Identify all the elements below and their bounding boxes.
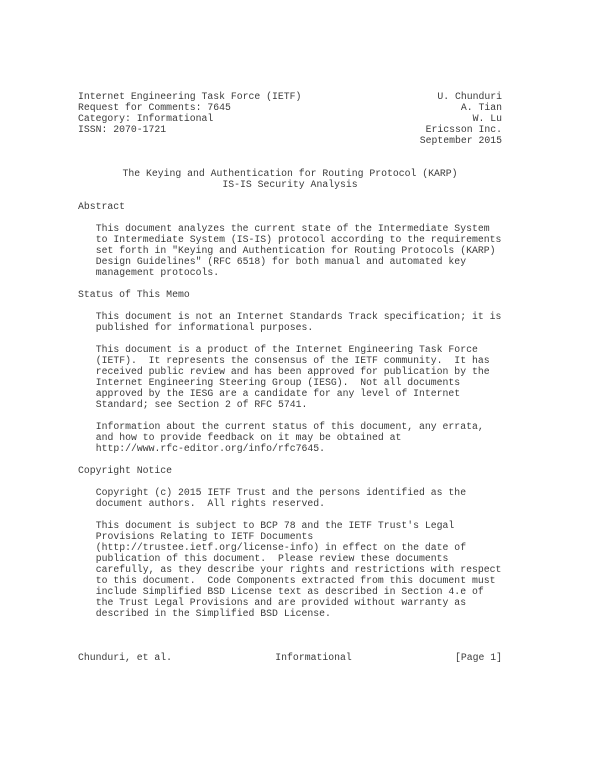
copyright-paragraph-1 bbox=[78, 487, 502, 509]
header-right: September 2015 bbox=[419, 135, 502, 146]
text-line: approved by the IESG are a candidate for any level of Internet bbox=[95, 388, 461, 399]
text-line: Internet Engineering Steering Group (IESG). Not all documents bbox=[95, 377, 461, 388]
text-line: include Simplified BSD License text as described in Section 4.e of bbox=[95, 586, 484, 597]
text-line: This document is not an Internet Standards Track specification; it is bbox=[95, 311, 502, 322]
document-title-line-2 bbox=[78, 179, 502, 190]
header-right: W. Lu bbox=[472, 113, 502, 124]
header-line bbox=[78, 113, 502, 124]
text-line: publication of this document. Please review these documents bbox=[95, 553, 449, 564]
document-subtitle: IS-IS Security Analysis bbox=[222, 179, 358, 190]
header-left: ISSN: 2070-1721 bbox=[78, 124, 167, 135]
header-right: A. Tian bbox=[460, 102, 502, 113]
text-line: Provisions Relating to IETF Documents bbox=[95, 531, 314, 542]
header-line bbox=[78, 124, 502, 135]
text-line: This document is a product of the Internet Engineering Task Force bbox=[95, 344, 478, 355]
text-line: carefully, as they describe your rights and restrictions with respect bbox=[95, 564, 502, 575]
footer-authors: Chunduri, et al. bbox=[78, 652, 173, 663]
header-line bbox=[78, 91, 502, 102]
text-line: This document analyzes the current state of the Intermediate System bbox=[95, 223, 490, 234]
section-heading-abstract: Abstract bbox=[78, 201, 126, 212]
header-line bbox=[78, 102, 502, 113]
text-line: and how to provide feedback on it may be obtained at bbox=[95, 432, 402, 443]
rfc-page bbox=[78, 91, 502, 663]
text-line: to this document. Code Components extracted from this document must bbox=[95, 575, 496, 586]
status-paragraph-3 bbox=[78, 421, 502, 454]
document-title: The Keying and Authentication for Routing Protocol (KARP) bbox=[122, 168, 458, 179]
header-block bbox=[78, 91, 502, 146]
header-left: Category: Informational bbox=[78, 113, 214, 124]
page-footer bbox=[78, 652, 502, 663]
text-line: the Trust Legal Provisions and are provided without warranty as bbox=[95, 597, 467, 608]
text-line: Design Guidelines" (RFC 6518) for both manual and automated key bbox=[95, 256, 467, 267]
text-line: to Intermediate System (IS-IS) protocol according to the requirements bbox=[95, 234, 502, 245]
status-paragraph-2 bbox=[78, 344, 502, 410]
text-line: set forth in "Keying and Authentication for Routing Protocols (KARP) bbox=[95, 245, 496, 256]
text-line: published for informational purposes. bbox=[95, 322, 314, 333]
header-right: Ericsson Inc. bbox=[425, 124, 502, 135]
header-left: Internet Engineering Task Force (IETF) bbox=[78, 91, 302, 102]
copyright-paragraph-2 bbox=[78, 520, 502, 619]
header-line bbox=[78, 135, 502, 146]
rfc-editor-link[interactable]: http://www.rfc-editor.org/info/rfc7645. bbox=[95, 443, 325, 454]
text-line: Copyright (c) 2015 IETF Trust and the persons identified as the bbox=[95, 487, 467, 498]
section-heading-status: Status of This Memo bbox=[78, 289, 190, 300]
text-line: This document is subject to BCP 78 and the IETF Trust's Legal bbox=[95, 520, 455, 531]
abstract-paragraph bbox=[78, 223, 502, 278]
footer-category: Informational bbox=[275, 652, 352, 663]
text-line: Information about the current status of this document, any errata, bbox=[95, 421, 484, 432]
header-right: U. Chunduri bbox=[437, 91, 502, 102]
text-line: described in the Simplified BSD License. bbox=[95, 608, 331, 619]
footer-page-number: [Page 1] bbox=[454, 652, 502, 663]
license-info-link[interactable]: (http://trustee.ietf.org/license-info) in effect on the date of bbox=[95, 542, 467, 553]
text-line: document authors. All rights reserved. bbox=[95, 498, 325, 509]
text-line: (IETF). It represents the consensus of the IETF community. It has bbox=[95, 355, 490, 366]
section-heading-copyright: Copyright Notice bbox=[78, 465, 173, 476]
text-line: received public review and has been approved for publication by the bbox=[95, 366, 490, 377]
status-paragraph-1 bbox=[78, 311, 502, 333]
text-line: management protocols. bbox=[95, 267, 220, 278]
header-left: Request for Comments: 7645 bbox=[78, 102, 231, 113]
document-title-line-1 bbox=[78, 168, 502, 179]
text-line: Standard; see Section 2 of RFC 5741. bbox=[95, 399, 308, 410]
